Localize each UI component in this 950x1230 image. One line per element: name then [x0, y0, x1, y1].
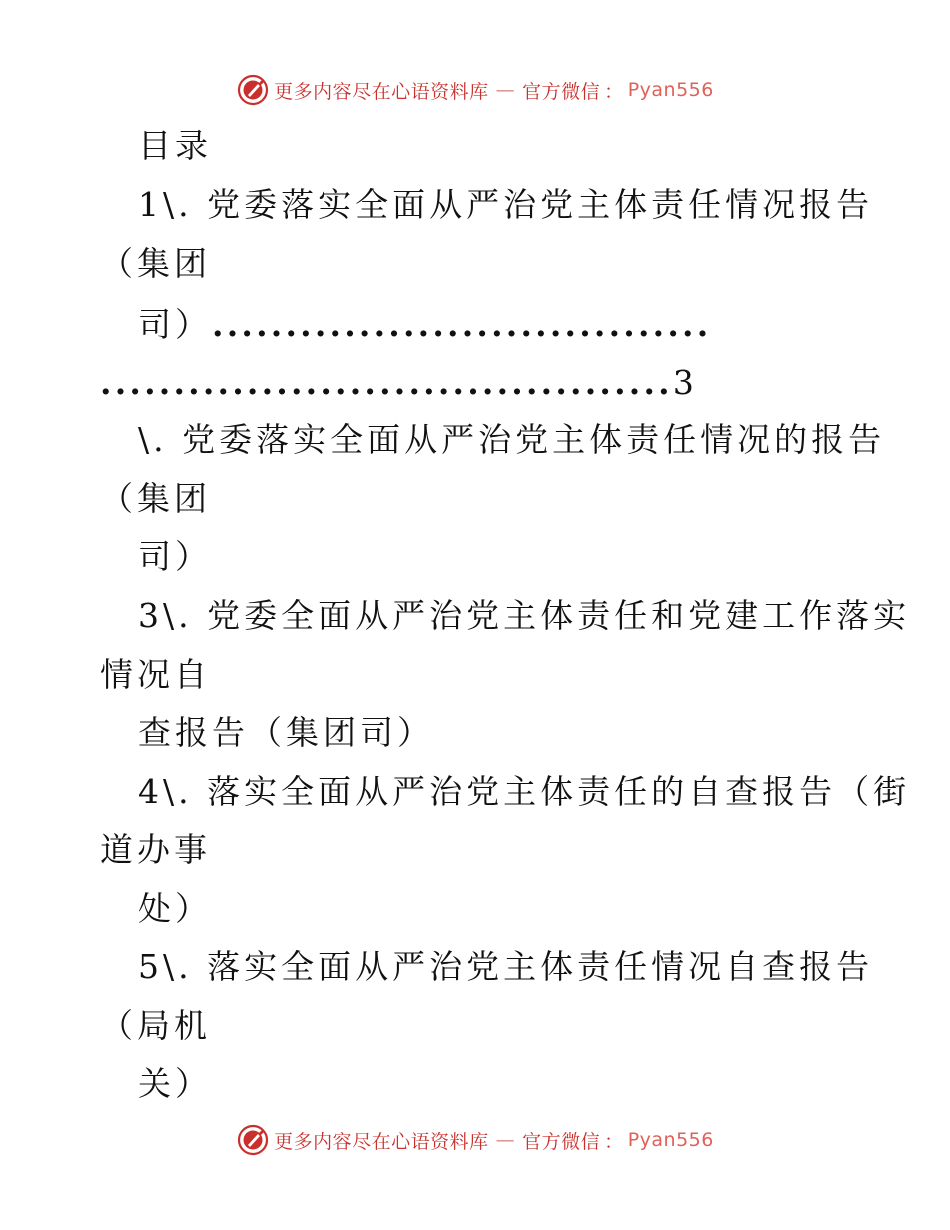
toc-item-2-line3[interactable]: 司） — [138, 537, 212, 576]
toc-item-1-text: 司） — [138, 305, 212, 344]
watermark-dash: — — [495, 1129, 516, 1151]
toc-item-5-line3[interactable]: 关） — [138, 1064, 212, 1103]
toc-item-4-line1[interactable]: 4\. 落实全面从严治党主体责任的自查报告（街 — [138, 772, 911, 811]
header-watermark — [0, 70, 950, 110]
toc-item-5-line2[interactable]: （局机 — [100, 1006, 211, 1045]
toc-leader-dots: ....................................... — [100, 363, 673, 402]
toc-item-1-line1[interactable]: 1\. 党委落实全面从严治党主体责任情况报告 — [138, 185, 874, 224]
wechat-label: 官方微信 — [522, 80, 601, 103]
toc-item-4-line2[interactable]: 道办事 — [100, 830, 211, 869]
watermark-text: 更多内容尽在心语资料库 — [274, 1130, 489, 1153]
footer-watermark — [0, 1120, 950, 1160]
toc-item-2-line2[interactable]: （集团 — [100, 479, 211, 518]
toc-item-4-line3[interactable]: 处） — [138, 889, 212, 928]
wechat-separator: ： — [604, 80, 624, 103]
watermark-text: 更多内容尽在心语资料库 — [274, 80, 489, 103]
wechat-id: Pyan556 — [627, 1129, 714, 1151]
toc-item-3-line3[interactable]: 查报告（集团司） — [138, 713, 434, 752]
toc-item-3-line1[interactable]: 3\. 党委全面从严治党主体责任和党建工作落实 — [138, 596, 911, 635]
wechat-id: Pyan556 — [627, 79, 714, 101]
wechat-separator: ： — [604, 1130, 624, 1153]
toc-title: 目录 — [138, 126, 212, 165]
pen-logo-icon — [236, 73, 270, 107]
toc-leader-dots: .................................. — [212, 305, 712, 344]
watermark-dash: — — [495, 79, 516, 101]
toc-item-1-line2[interactable]: （集团 — [100, 244, 211, 283]
pen-logo-icon — [236, 1123, 270, 1157]
toc-item-1-line3[interactable] — [138, 305, 711, 345]
toc-item-3-line2[interactable]: 情况自 — [100, 655, 211, 694]
toc-page-number: 3 — [672, 363, 698, 402]
toc-item-1-line4[interactable] — [100, 363, 698, 403]
toc-item-5-line1[interactable]: 5\. 落实全面从严治党主体责任情况自查报告 — [138, 947, 874, 986]
wechat-label: 官方微信 — [522, 1130, 601, 1153]
toc-item-2-line1[interactable]: \. 党委落实全面从严治党主体责任情况的报告 — [138, 420, 886, 459]
